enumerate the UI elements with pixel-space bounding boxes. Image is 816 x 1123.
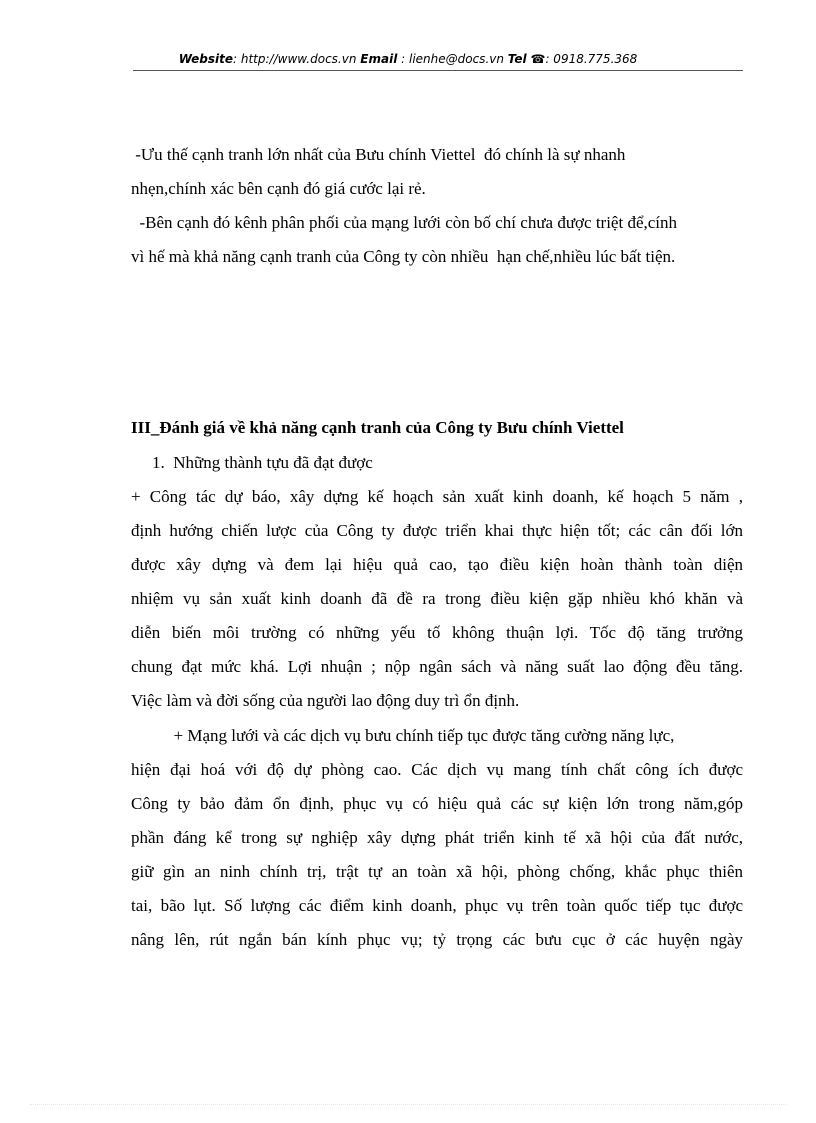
paragraph-line: chung đạt mức khá. Lợi nhuận ; nộp ngân sách và năng suất lao động đều tăng. (131, 657, 743, 676)
paragraph-line: + Mạng lưới và các dịch vụ bưu chính tiếp tục được tăng cường năng lực, (131, 726, 675, 745)
intro-line: -Bên cạnh đó kênh phân phối của mạng lưới còn bố chí chưa được triệt để,cính (131, 213, 678, 232)
section-title: III_Đánh giá về khả năng cạnh tranh của Công ty Bưu chính Viettel (131, 418, 624, 437)
paragraph-line: hiện đại hoá với độ dự phòng cao. Các dịch vụ mang tính chất công ích được (131, 760, 743, 779)
email-label: Email (360, 52, 398, 66)
subsection-title: 1. Những thành tựu đã đạt được (152, 453, 373, 472)
paragraph-line: nâng lên, rút ngắn bán kính phục vụ; tỷ trọng các bưu cục ở các huyện ngày (131, 930, 743, 949)
website-label: Website (178, 52, 234, 66)
paragraph-achievements (131, 480, 743, 718)
website-url[interactable]: : http://www.docs.vn (233, 52, 361, 66)
phone-icon: ☎ (530, 52, 546, 66)
paragraph-line: Việc làm và đời sống của người lao động duy trì ổn định. (131, 691, 520, 710)
paragraph-line: tai, bão lụt. Số lượng các điểm kinh doanh, phục vụ trên toàn quốc tiếp tục được (131, 896, 743, 915)
footer-divider (30, 1104, 786, 1105)
paragraph-line: được xây dựng và đem lại hiệu quả cao, tạo điều kiện hoàn thành toàn diện (131, 555, 743, 574)
paragraph-line: Công ty bảo đảm ổn định, phục vụ có hiệu quả các sự kiện lớn trong năm,góp (131, 794, 743, 813)
paragraph-line: giữ gìn an ninh chính trị, trật tự an toàn xã hội, phòng chống, khắc phục thiên (131, 862, 743, 881)
intro-line: -Ưu thế cạnh tranh lớn nhất của Bưu chính Viettel đó chính là sự nhanh (131, 145, 626, 164)
tel-label: Tel (507, 52, 527, 66)
intro-text (131, 138, 743, 274)
intro-line: nhẹn,chính xác bên cạnh đó giá cước lại rẻ. (131, 179, 426, 198)
paragraph-network (131, 719, 743, 957)
header-divider (133, 70, 743, 71)
paragraph-line: phần đáng kể trong sự nghiệp xây dựng phát triển kinh tế xã hội của đất nước, (131, 828, 743, 847)
paragraph-line: diễn biến môi trường có những yếu tố không thuận lợi. Tốc độ tăng trưởng (131, 623, 743, 642)
paragraph-line: định hướng chiến lược của Công ty được triển khai thực hiện tốt; các cân đối lớn (131, 521, 743, 540)
intro-line: vì hế mà khả năng cạnh tranh của Công ty còn nhiều hạn chế,nhiều lúc bất tiện. (131, 247, 676, 266)
page-header (0, 51, 816, 67)
tel-number: : 0918.775.368 (545, 52, 638, 66)
paragraph-line: nhiệm vụ sản xuất kinh doanh đã đề ra trong điều kiện gặp nhiều khó khăn và (131, 589, 743, 608)
paragraph-line: + Công tác dự báo, xây dựng kế hoạch sản xuất kinh doanh, kế hoạch 5 năm , (131, 487, 743, 506)
email-address[interactable]: : lienhe@docs.vn (397, 52, 508, 66)
